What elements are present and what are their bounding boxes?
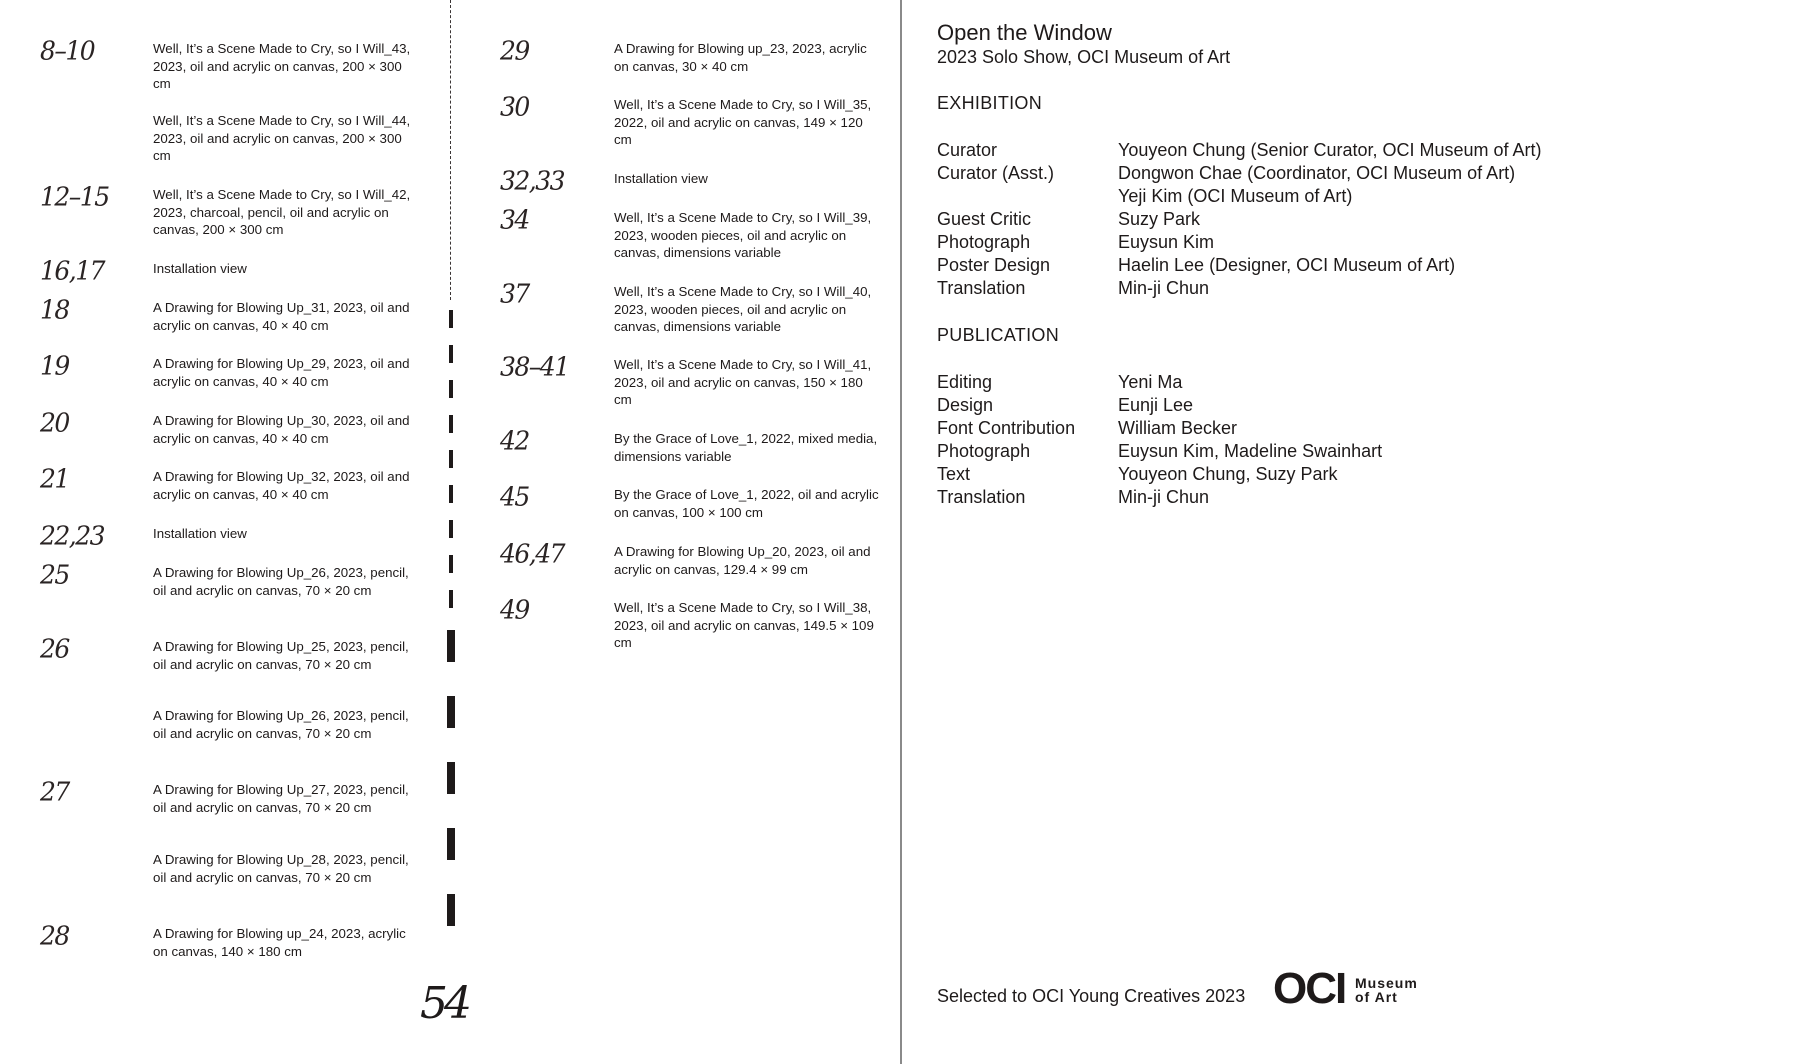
plate-number: 46,47: [500, 538, 565, 569]
credit-role: Photograph: [937, 232, 1031, 252]
credit-name: Youyeon Chung, Suzy Park: [1118, 464, 1338, 484]
plate-number: 45: [500, 481, 529, 512]
plate-number: 32,33: [500, 165, 565, 196]
artwork-caption: Well, It’s a Scene Made to Cry, so I Will_42, 2023, charcoal, pencil, oil and acrylic on canvas, 200 × 300 cm: [153, 187, 411, 237]
credit-role: Curator (Asst.): [937, 163, 1055, 183]
plate-number: 28: [40, 920, 69, 951]
publication-heading: PUBLICATION: [937, 325, 1059, 345]
dotted-divider: [450, 0, 451, 300]
artwork-caption: Installation view: [614, 171, 708, 186]
credit-row: [937, 441, 1757, 464]
credit-role: Translation: [937, 487, 1026, 507]
credit-name: Euysun Kim: [1118, 232, 1215, 252]
credit-row: [937, 418, 1757, 441]
credit-role: Font Contribution: [937, 418, 1076, 438]
page-number: 54: [420, 978, 468, 1029]
credit-role: Translation: [937, 278, 1026, 298]
plate-number: 25: [40, 559, 69, 590]
credit-role: Poster Design: [937, 255, 1051, 275]
credit-row: [937, 232, 1757, 255]
plate-number: 22,23: [40, 520, 105, 551]
plate-number: 8–10: [40, 35, 95, 66]
page-subtitle: 2023 Solo Show, OCI Museum of Art: [937, 47, 1231, 67]
credit-name: Youyeon Chung (Senior Curator, OCI Museum of Art): [1118, 140, 1542, 160]
artwork-caption: A Drawing for Blowing Up_29, 2023, oil and acrylic on canvas, 40 × 40 cm: [153, 356, 410, 389]
credit-name: Min-ji Chun: [1118, 487, 1210, 507]
plate-number: 49: [500, 594, 529, 625]
credit-row: [937, 372, 1757, 395]
credit-name: Yeji Kim (OCI Museum of Art): [1118, 186, 1353, 206]
plate-number: 34: [500, 204, 529, 235]
credit-role: Editing: [937, 372, 993, 392]
credit-role: Curator: [937, 140, 998, 160]
artwork-caption: A Drawing for Blowing up_23, 2023, acrylic on canvas, 30 × 40 cm: [614, 41, 867, 74]
credit-row: [937, 395, 1757, 418]
credit-role: Text: [937, 464, 971, 484]
credit-role: Design: [937, 395, 994, 415]
credit-row: [937, 163, 1757, 186]
exhibition-heading: EXHIBITION: [937, 93, 1043, 113]
credit-row: [937, 464, 1757, 487]
plate-number: 38–41: [500, 351, 569, 382]
plate-number: 18: [40, 294, 69, 325]
artwork-caption: A Drawing for Blowing Up_31, 2023, oil and acrylic on canvas, 40 × 40 cm: [153, 300, 410, 333]
artwork-caption: Well, It’s a Scene Made to Cry, so I Will_35, 2022, oil and acrylic on canvas, 149 × 120 cm: [614, 97, 872, 147]
credit-name: Eunji Lee: [1118, 395, 1194, 415]
page-title: Open the Window: [937, 20, 1112, 45]
artwork-caption: Well, It’s a Scene Made to Cry, so I Will_40, 2023, wooden pieces, oil and acrylic on canvas, dimensions variable: [614, 284, 872, 334]
plate-number: 21: [40, 463, 69, 494]
artwork-caption: Well, It’s a Scene Made to Cry, so I Will_39, 2023, wooden pieces, oil and acrylic on canvas, dimensions variable: [614, 210, 872, 260]
page-gutter-divider: [900, 0, 902, 1064]
credit-role: Photograph: [937, 441, 1031, 461]
selection-note: Selected to OCI Young Creatives 2023: [937, 986, 1246, 1006]
credit-row: [937, 487, 1757, 510]
credit-row: [937, 255, 1757, 278]
logo-mark: OCI: [1273, 964, 1346, 1013]
artwork-caption: A Drawing for Blowing Up_26, 2023, pencil, oil and acrylic on canvas, 70 × 20 cm: [153, 708, 409, 741]
artwork-caption: A Drawing for Blowing Up_30, 2023, oil and acrylic on canvas, 40 × 40 cm: [153, 413, 410, 446]
credit-name: Min-ji Chun: [1118, 278, 1210, 298]
credit-name: William Becker: [1118, 418, 1238, 438]
artwork-caption: By the Grace of Love_1, 2022, oil and acrylic on canvas, 100 × 100 cm: [614, 487, 879, 520]
plate-number: 20: [40, 407, 69, 438]
oci-museum-logo: [1273, 964, 1443, 1013]
artwork-caption: A Drawing for Blowing up_24, 2023, acrylic on canvas, 140 × 180 cm: [153, 926, 406, 959]
artwork-caption: Well, It’s a Scene Made to Cry, so I Will_41, 2023, oil and acrylic on canvas, 150 × 180 cm: [614, 357, 872, 407]
plate-number: 29: [500, 35, 529, 66]
credit-name: Haelin Lee (Designer, OCI Museum of Art): [1118, 255, 1456, 275]
credit-row: [937, 278, 1757, 301]
logo-wordmark: Museum of Art: [1355, 975, 1418, 1005]
credit-role: Guest Critic: [937, 209, 1032, 229]
plate-number: 27: [40, 776, 69, 807]
artwork-caption: Installation view: [153, 261, 247, 276]
artwork-caption: A Drawing for Blowing Up_28, 2023, pencil, oil and acrylic on canvas, 70 × 20 cm: [153, 852, 409, 885]
plate-number: 42: [500, 425, 529, 456]
artwork-caption: Installation view: [153, 526, 247, 541]
plate-number: 19: [40, 350, 69, 381]
credit-name: Suzy Park: [1118, 209, 1201, 229]
credit-row: [937, 186, 1757, 209]
credit-name: Euysun Kim, Madeline Swainhart: [1118, 441, 1383, 461]
credit-row: [937, 209, 1757, 232]
artwork-caption: Well, It’s a Scene Made to Cry, so I Will_43, 2023, oil and acrylic on canvas, 200 × 300 cm: [153, 41, 411, 91]
plate-number: 37: [500, 278, 529, 309]
artwork-caption: Well, It’s a Scene Made to Cry, so I Will_38, 2023, oil and acrylic on canvas, 149.5 × 109 cm: [614, 600, 874, 650]
plate-number: 30: [500, 91, 529, 122]
artwork-caption: By the Grace of Love_1, 2022, mixed media, dimensions variable: [614, 431, 878, 464]
credit-name: Dongwon Chae (Coordinator, OCI Museum of Art): [1118, 163, 1516, 183]
artwork-caption: A Drawing for Blowing Up_27, 2023, pencil, oil and acrylic on canvas, 70 × 20 cm: [153, 782, 409, 815]
credit-row: [937, 140, 1757, 163]
plate-number: 12–15: [40, 181, 109, 212]
plate-number: 16,17: [40, 255, 105, 286]
artwork-caption: Well, It’s a Scene Made to Cry, so I Will_44, 2023, oil and acrylic on canvas, 200 × 300 cm: [153, 113, 411, 163]
artwork-caption: A Drawing for Blowing Up_26, 2023, pencil, oil and acrylic on canvas, 70 × 20 cm: [153, 565, 409, 598]
artwork-caption: A Drawing for Blowing Up_32, 2023, oil and acrylic on canvas, 40 × 40 cm: [153, 469, 410, 502]
credit-name: Yeni Ma: [1118, 372, 1183, 392]
artwork-caption: A Drawing for Blowing Up_20, 2023, oil and acrylic on canvas, 129.4 × 99 cm: [614, 544, 871, 577]
plate-number: 26: [40, 633, 69, 664]
artwork-caption: A Drawing for Blowing Up_25, 2023, pencil, oil and acrylic on canvas, 70 × 20 cm: [153, 639, 409, 672]
